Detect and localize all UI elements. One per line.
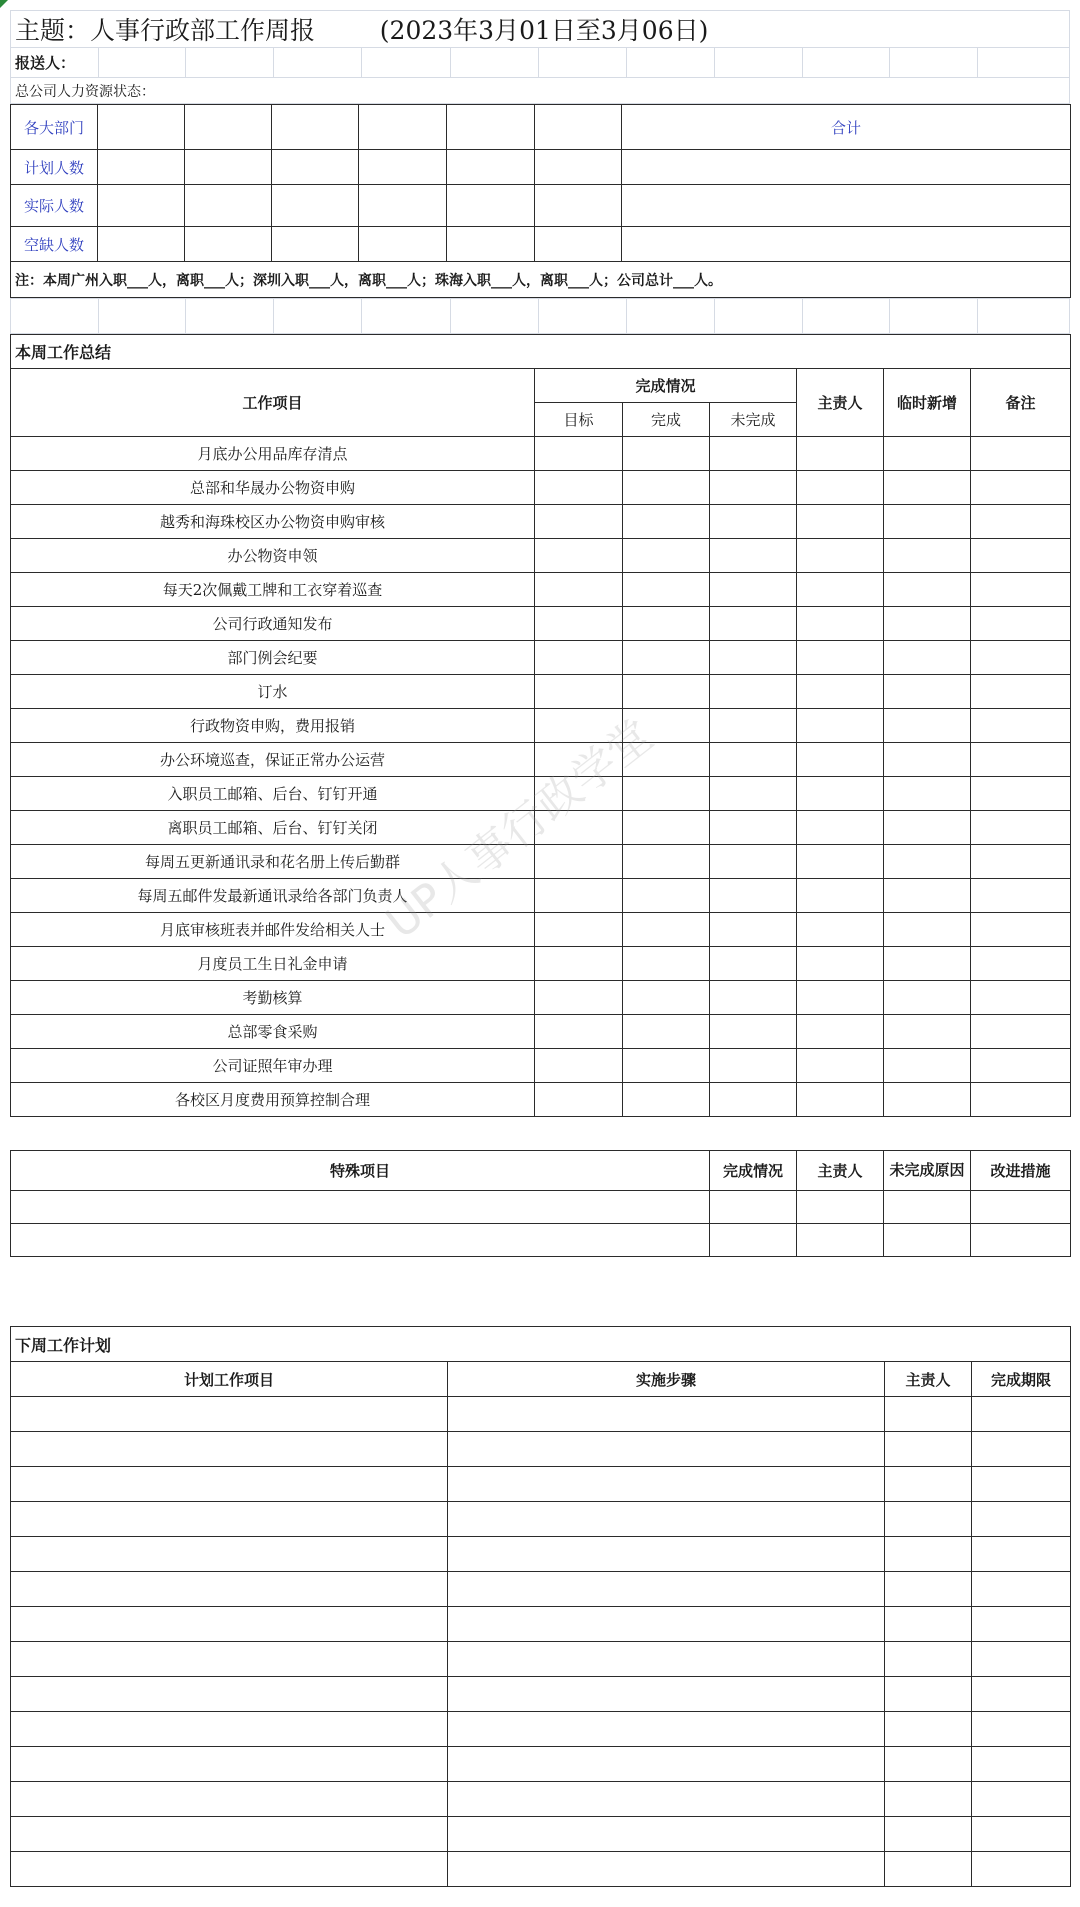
row-label-departments: 各大部门	[11, 105, 98, 150]
input-cell[interactable]	[623, 879, 710, 913]
input-cell[interactable]	[710, 539, 797, 573]
input-cell[interactable]	[11, 1432, 448, 1467]
header-temp-added: 临时新增	[884, 369, 971, 437]
input-cell[interactable]	[623, 1049, 710, 1083]
table-row	[11, 1852, 1071, 1887]
department-cell[interactable]	[185, 105, 272, 150]
input-cell[interactable]	[623, 607, 710, 641]
work-item-label: 月底办公用品库存清点	[11, 437, 535, 471]
header-owner: 主责人	[797, 369, 884, 437]
vacancy-total-cell[interactable]	[622, 227, 1071, 262]
input-cell[interactable]	[884, 573, 971, 607]
input-cell[interactable]	[623, 471, 710, 505]
work-item-label: 每周五更新通讯录和花名册上传后勤群	[11, 845, 535, 879]
work-item-label: 考勤核算	[11, 981, 535, 1015]
input-cell[interactable]	[448, 1607, 885, 1642]
sheet-corner-marker	[0, 0, 8, 8]
input-cell[interactable]	[623, 675, 710, 709]
input-cell[interactable]	[884, 437, 971, 471]
input-cell[interactable]	[884, 1015, 971, 1049]
input-cell[interactable]	[884, 709, 971, 743]
input-cell[interactable]	[448, 1747, 885, 1782]
input-cell[interactable]	[623, 1015, 710, 1049]
input-cell[interactable]	[972, 1502, 1071, 1537]
input-cell[interactable]	[448, 1502, 885, 1537]
input-cell[interactable]	[971, 845, 1071, 879]
input-cell[interactable]	[11, 1712, 448, 1747]
table-row	[11, 1677, 1071, 1712]
input-cell[interactable]	[535, 539, 623, 573]
department-cell[interactable]	[359, 105, 447, 150]
input-cell[interactable]	[885, 1782, 972, 1817]
table-row	[11, 1607, 1071, 1642]
table-row	[11, 947, 1071, 981]
input-cell[interactable]	[972, 1782, 1071, 1817]
input-cell[interactable]	[797, 981, 884, 1015]
input-cell[interactable]	[884, 947, 971, 981]
input-cell[interactable]	[710, 947, 797, 981]
table-row	[11, 1572, 1071, 1607]
weekly-summary-table	[10, 334, 1071, 1117]
input-cell[interactable]	[710, 573, 797, 607]
table-row	[11, 1467, 1071, 1502]
input-cell[interactable]	[971, 607, 1071, 641]
input-cell[interactable]	[971, 573, 1071, 607]
header-plan-item: 计划工作项目	[11, 1362, 448, 1397]
input-cell[interactable]	[884, 913, 971, 947]
input-cell[interactable]	[885, 1852, 972, 1887]
input-cell[interactable]	[710, 675, 797, 709]
input-cell[interactable]	[710, 505, 797, 539]
input-cell[interactable]	[623, 437, 710, 471]
input-cell[interactable]	[710, 913, 797, 947]
input-cell[interactable]	[535, 1015, 623, 1049]
table-row	[11, 539, 1071, 573]
department-cell[interactable]	[272, 105, 359, 150]
input-cell[interactable]	[535, 913, 623, 947]
input-cell[interactable]	[972, 1817, 1071, 1852]
input-cell[interactable]	[884, 505, 971, 539]
table-row	[11, 1642, 1071, 1677]
input-cell[interactable]	[971, 811, 1071, 845]
input-cell[interactable]	[535, 845, 623, 879]
table-row	[11, 573, 1071, 607]
input-cell[interactable]	[535, 743, 623, 777]
input-cell[interactable]	[448, 1817, 885, 1852]
input-cell[interactable]	[885, 1397, 972, 1432]
input-cell[interactable]	[535, 1083, 623, 1117]
work-item-label: 越秀和海珠校区办公物资申购审核	[11, 505, 535, 539]
input-cell[interactable]	[623, 743, 710, 777]
work-item-label: 公司行政通知发布	[11, 607, 535, 641]
header-plan-deadline: 完成期限	[972, 1362, 1071, 1397]
department-cell[interactable]	[447, 105, 535, 150]
input-cell[interactable]	[710, 1224, 797, 1257]
table-row	[11, 1782, 1071, 1817]
input-cell[interactable]	[11, 1607, 448, 1642]
header-target: 目标	[535, 403, 623, 437]
input-cell[interactable]	[971, 777, 1071, 811]
table-row	[11, 1191, 1071, 1224]
input-cell[interactable]	[623, 539, 710, 573]
work-item-label: 每天2次佩戴工牌和工衣穿着巡查	[11, 573, 535, 607]
header-special-completion: 完成情况	[710, 1151, 797, 1191]
work-item-label: 行政物资申购，费用报销	[11, 709, 535, 743]
input-cell[interactable]	[797, 913, 884, 947]
section-gap	[10, 1257, 1070, 1326]
input-cell[interactable]	[448, 1852, 885, 1887]
input-cell[interactable]	[710, 1015, 797, 1049]
staffing-note: 注：本周广州入职___人，离职___人；深圳入职___人，离职___人；珠海入职___人，离职___人；公司总计___人。	[11, 262, 1071, 298]
input-cell[interactable]	[971, 1015, 1071, 1049]
input-cell[interactable]	[797, 573, 884, 607]
row-label-planned: 计划人数	[11, 150, 98, 185]
header-remark: 备注	[971, 369, 1071, 437]
input-cell[interactable]	[884, 1224, 971, 1257]
input-cell[interactable]	[797, 607, 884, 641]
input-cell[interactable]	[710, 437, 797, 471]
table-row	[11, 1817, 1071, 1852]
input-cell[interactable]	[623, 913, 710, 947]
input-cell[interactable]	[710, 879, 797, 913]
work-item-label: 订水	[11, 675, 535, 709]
total-label: 合计	[622, 105, 1071, 150]
row-label-actual: 实际人数	[11, 185, 98, 227]
next-week-plan-title: 下周工作计划	[11, 1327, 1071, 1362]
input-cell[interactable]	[884, 641, 971, 675]
input-cell[interactable]	[797, 471, 884, 505]
table-row	[11, 1015, 1071, 1049]
input-cell[interactable]	[11, 1537, 448, 1572]
input-cell[interactable]	[971, 505, 1071, 539]
input-cell[interactable]	[710, 777, 797, 811]
input-cell[interactable]	[797, 845, 884, 879]
table-row	[11, 811, 1071, 845]
table-row	[11, 981, 1071, 1015]
input-cell[interactable]	[797, 777, 884, 811]
input-cell[interactable]	[535, 947, 623, 981]
input-cell[interactable]	[797, 947, 884, 981]
input-cell[interactable]	[448, 1642, 885, 1677]
input-cell[interactable]	[971, 1224, 1071, 1257]
input-cell[interactable]	[535, 641, 623, 675]
input-cell[interactable]	[797, 1049, 884, 1083]
spacer-grid-row	[10, 298, 1070, 334]
input-cell[interactable]	[710, 1191, 797, 1224]
input-cell[interactable]	[884, 743, 971, 777]
input-cell[interactable]	[710, 607, 797, 641]
input-cell[interactable]	[710, 709, 797, 743]
input-cell[interactable]	[971, 947, 1071, 981]
weekly-report-sheet	[10, 10, 1070, 1887]
input-cell[interactable]	[623, 709, 710, 743]
input-cell[interactable]	[797, 879, 884, 913]
input-cell[interactable]	[710, 811, 797, 845]
input-cell[interactable]	[797, 1191, 884, 1224]
input-cell[interactable]	[885, 1572, 972, 1607]
report-title: 主题：人事行政部工作周报	[15, 16, 316, 45]
header-plan-steps: 实施步骤	[448, 1362, 885, 1397]
section-gap	[10, 1117, 1070, 1150]
input-cell[interactable]	[884, 675, 971, 709]
input-cell[interactable]	[885, 1502, 972, 1537]
input-cell[interactable]	[971, 539, 1071, 573]
input-cell[interactable]	[885, 1607, 972, 1642]
table-row	[11, 913, 1071, 947]
input-cell[interactable]	[623, 777, 710, 811]
input-cell[interactable]	[885, 1432, 972, 1467]
input-cell[interactable]	[797, 505, 884, 539]
input-cell[interactable]	[710, 1049, 797, 1083]
work-item-label: 总部零食采购	[11, 1015, 535, 1049]
table-row	[11, 1083, 1071, 1117]
table-row	[11, 845, 1071, 879]
input-cell[interactable]	[972, 1537, 1071, 1572]
watermark: UP人事行政学堂	[376, 709, 663, 949]
input-cell[interactable]	[623, 811, 710, 845]
input-cell[interactable]	[448, 1397, 885, 1432]
input-cell[interactable]	[885, 1817, 972, 1852]
input-cell[interactable]	[623, 641, 710, 675]
input-cell[interactable]	[884, 811, 971, 845]
input-cell[interactable]	[971, 913, 1071, 947]
table-row	[11, 1224, 1071, 1257]
input-cell[interactable]	[971, 641, 1071, 675]
input-cell[interactable]	[884, 471, 971, 505]
input-cell[interactable]	[885, 1677, 972, 1712]
input-cell[interactable]	[884, 1049, 971, 1083]
input-cell[interactable]	[448, 1782, 885, 1817]
input-cell[interactable]	[11, 1572, 448, 1607]
input-cell[interactable]	[535, 607, 623, 641]
input-cell[interactable]	[535, 675, 623, 709]
table-row	[11, 437, 1071, 471]
staffing-table	[10, 104, 1071, 298]
header-special-owner: 主责人	[797, 1151, 884, 1191]
table-row	[11, 675, 1071, 709]
input-cell[interactable]	[797, 437, 884, 471]
work-item-label: 办公环境巡查，保证正常办公运营	[11, 743, 535, 777]
input-cell[interactable]	[972, 1677, 1071, 1712]
work-item-label: 入职员工邮箱、后台、钉钉开通	[11, 777, 535, 811]
input-cell[interactable]	[884, 539, 971, 573]
report-date-range: (2023年3月01日至3月06日)	[379, 16, 709, 45]
work-item-label: 月度员工生日礼金申请	[11, 947, 535, 981]
table-row	[11, 1397, 1071, 1432]
input-cell[interactable]	[797, 1015, 884, 1049]
input-cell[interactable]	[884, 1083, 971, 1117]
input-cell[interactable]	[11, 1191, 710, 1224]
input-cell[interactable]	[623, 1083, 710, 1117]
table-row	[11, 607, 1071, 641]
input-cell[interactable]	[884, 845, 971, 879]
input-cell[interactable]	[885, 1747, 972, 1782]
work-item-label: 每周五邮件发最新通讯录给各部门负责人	[11, 879, 535, 913]
work-item-label: 各校区月度费用预算控制合理	[11, 1083, 535, 1117]
input-cell[interactable]	[971, 1083, 1071, 1117]
next-week-plan-rows	[11, 1397, 1071, 1887]
input-cell[interactable]	[971, 879, 1071, 913]
input-cell[interactable]	[971, 675, 1071, 709]
table-row	[11, 1432, 1071, 1467]
input-cell[interactable]	[884, 879, 971, 913]
input-cell[interactable]	[972, 1852, 1071, 1887]
input-cell[interactable]	[710, 1083, 797, 1117]
table-row	[11, 879, 1071, 913]
work-item-label: 离职员工邮箱、后台、钉钉关闭	[11, 811, 535, 845]
input-cell[interactable]	[971, 981, 1071, 1015]
input-cell[interactable]	[535, 777, 623, 811]
table-row	[11, 641, 1071, 675]
work-item-label: 办公物资申领	[11, 539, 535, 573]
table-row	[11, 1049, 1071, 1083]
input-cell[interactable]	[885, 1712, 972, 1747]
input-cell[interactable]	[623, 845, 710, 879]
table-row	[11, 709, 1071, 743]
input-cell[interactable]	[971, 437, 1071, 471]
actual-total-cell[interactable]	[622, 185, 1071, 227]
input-cell[interactable]	[972, 1642, 1071, 1677]
input-cell[interactable]	[884, 607, 971, 641]
header-special-reason: 未完成原因	[884, 1151, 971, 1191]
table-row	[11, 505, 1071, 539]
header-special-improvement: 改进措施	[971, 1151, 1071, 1191]
input-cell[interactable]	[797, 539, 884, 573]
input-cell[interactable]	[11, 1782, 448, 1817]
input-cell[interactable]	[797, 1083, 884, 1117]
sender-field[interactable]	[98, 48, 186, 78]
input-cell[interactable]	[710, 981, 797, 1015]
table-row	[11, 1747, 1071, 1782]
input-cell[interactable]	[11, 1852, 448, 1887]
work-item-label: 公司证照年审办理	[11, 1049, 535, 1083]
input-cell[interactable]	[535, 879, 623, 913]
input-cell[interactable]	[11, 1502, 448, 1537]
input-cell[interactable]	[11, 1397, 448, 1432]
input-cell[interactable]	[535, 709, 623, 743]
input-cell[interactable]	[884, 777, 971, 811]
input-cell[interactable]	[11, 1677, 448, 1712]
input-cell[interactable]	[623, 505, 710, 539]
input-cell[interactable]	[972, 1712, 1071, 1747]
department-cell[interactable]	[535, 105, 622, 150]
input-cell[interactable]	[972, 1607, 1071, 1642]
input-cell[interactable]	[972, 1747, 1071, 1782]
table-row	[11, 1502, 1071, 1537]
input-cell[interactable]	[710, 743, 797, 777]
input-cell[interactable]	[885, 1467, 972, 1502]
input-cell[interactable]	[797, 709, 884, 743]
table-row	[11, 471, 1071, 505]
input-cell[interactable]	[535, 981, 623, 1015]
input-cell[interactable]	[797, 1224, 884, 1257]
input-cell[interactable]	[971, 1049, 1071, 1083]
input-cell[interactable]	[535, 437, 623, 471]
input-cell[interactable]	[884, 1191, 971, 1224]
header-plan-owner: 主责人	[885, 1362, 972, 1397]
input-cell[interactable]	[710, 471, 797, 505]
input-cell[interactable]	[972, 1572, 1071, 1607]
input-cell[interactable]	[972, 1397, 1071, 1432]
input-cell[interactable]	[535, 1049, 623, 1083]
input-cell[interactable]	[797, 743, 884, 777]
input-cell[interactable]	[11, 1747, 448, 1782]
work-item-label: 月底审核班表并邮件发给相关人士	[11, 913, 535, 947]
input-cell[interactable]	[535, 505, 623, 539]
header-undone: 未完成	[710, 403, 797, 437]
input-cell[interactable]	[448, 1467, 885, 1502]
header-work-item: 工作项目	[11, 369, 535, 437]
input-cell[interactable]	[448, 1537, 885, 1572]
input-cell[interactable]	[971, 1191, 1071, 1224]
input-cell[interactable]	[535, 811, 623, 845]
work-item-label: 部门例会纪要	[11, 641, 535, 675]
input-cell[interactable]	[535, 573, 623, 607]
table-row	[11, 777, 1071, 811]
special-projects-rows	[11, 1191, 1071, 1257]
input-cell[interactable]	[448, 1432, 885, 1467]
sender-label: 报送人：	[11, 48, 99, 78]
input-cell[interactable]	[11, 1224, 710, 1257]
input-cell[interactable]	[971, 471, 1071, 505]
planned-total-cell[interactable]	[622, 150, 1071, 185]
next-week-plan-table	[10, 1326, 1071, 1887]
input-cell[interactable]	[971, 709, 1071, 743]
special-projects-table	[10, 1150, 1071, 1257]
header-done: 完成	[623, 403, 710, 437]
input-cell[interactable]	[885, 1537, 972, 1572]
input-cell[interactable]	[11, 1817, 448, 1852]
input-cell[interactable]	[884, 981, 971, 1015]
input-cell[interactable]	[623, 981, 710, 1015]
input-cell[interactable]	[448, 1712, 885, 1747]
input-cell[interactable]	[623, 573, 710, 607]
input-cell[interactable]	[11, 1467, 448, 1502]
input-cell[interactable]	[797, 641, 884, 675]
report-title-cell	[11, 11, 1070, 48]
work-item-label: 总部和华晟办公物资申购	[11, 471, 535, 505]
input-cell[interactable]	[885, 1642, 972, 1677]
input-cell[interactable]	[797, 811, 884, 845]
table-row	[11, 743, 1071, 777]
input-cell[interactable]	[971, 743, 1071, 777]
header-special-item: 特殊项目	[11, 1151, 710, 1191]
header-completion: 完成情况	[535, 369, 797, 403]
input-cell[interactable]	[448, 1677, 885, 1712]
input-cell[interactable]	[11, 1642, 448, 1677]
hr-status-label: 总公司人力资源状态：	[11, 78, 1070, 104]
table-row	[11, 1712, 1071, 1747]
weekly-summary-rows	[11, 437, 1071, 1117]
input-cell[interactable]	[797, 675, 884, 709]
input-cell[interactable]	[710, 845, 797, 879]
department-cell[interactable]	[98, 105, 185, 150]
input-cell[interactable]	[448, 1572, 885, 1607]
weekly-summary-title: 本周工作总结	[11, 335, 1071, 369]
table-row	[11, 1537, 1071, 1572]
row-label-vacancy: 空缺人数	[11, 227, 98, 262]
input-cell[interactable]	[710, 641, 797, 675]
input-cell[interactable]	[972, 1467, 1071, 1502]
input-cell[interactable]	[535, 471, 623, 505]
input-cell[interactable]	[972, 1432, 1071, 1467]
header-table	[10, 10, 1070, 104]
input-cell[interactable]	[623, 947, 710, 981]
